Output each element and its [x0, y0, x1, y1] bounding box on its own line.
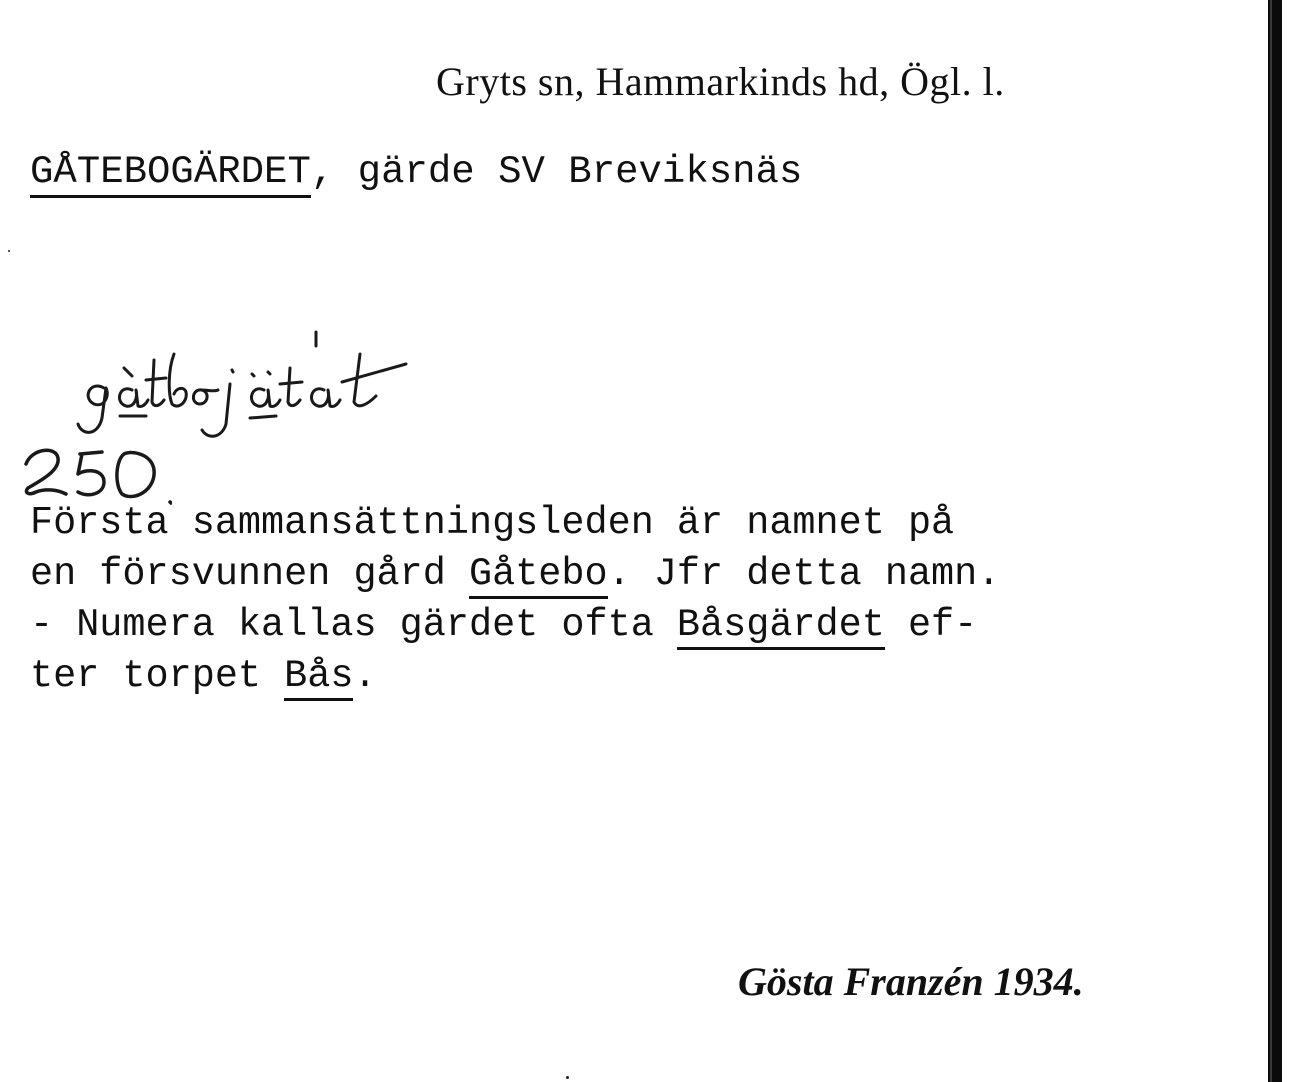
body-line-3: - Numera kallas gärdet ofta Båsgärdet ef-	[30, 600, 1000, 651]
handwritten-phonetic-form	[76, 340, 456, 450]
signature: Gösta Franzén 1934.	[738, 959, 1084, 1004]
body-line-2: en försvunnen gård Gåtebo. Jfr detta namn.	[30, 549, 1000, 600]
title-separator: ,	[310, 150, 335, 194]
scan-speck	[566, 1076, 569, 1079]
location-header: Gryts sn, Hammarkinds hd, Ögl. l.	[436, 59, 1005, 104]
scan-speck	[8, 250, 10, 252]
place-name-gatebo: Gåtebo	[469, 552, 608, 599]
body-text	[30, 498, 1000, 702]
card-edge-shadow	[1268, 0, 1282, 1082]
place-name-basgardet: Båsgärdet	[677, 603, 885, 650]
entry-title	[30, 150, 802, 194]
body-line-4: ter torpet Bås.	[30, 651, 1000, 702]
entry-description: gärde SV Breviksnäs	[334, 150, 803, 194]
body-line-1: Första sammansättningsleden är namnet på	[30, 501, 955, 545]
place-name-bas: Bås	[284, 654, 353, 701]
headword: GÅTEBOGÄRDET	[30, 150, 311, 198]
